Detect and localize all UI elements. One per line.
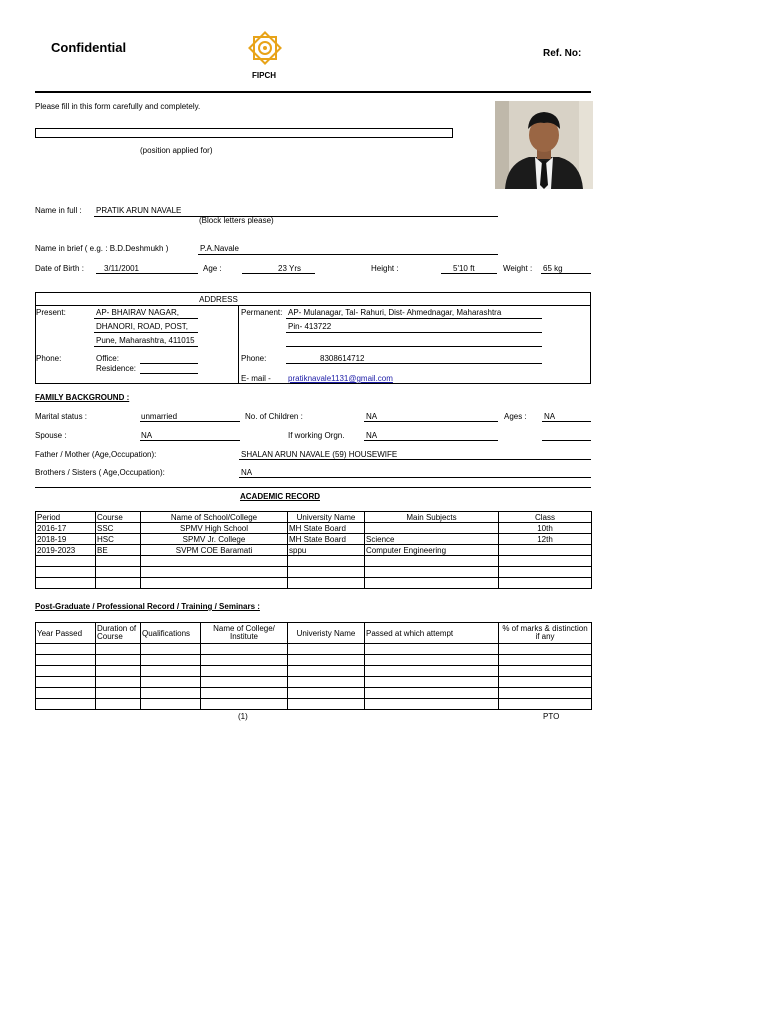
height-underline — [441, 273, 497, 274]
age-label: Age : — [203, 264, 222, 273]
phone2-value[interactable]: 8308614712 — [320, 354, 365, 363]
postgrad-header-attempt: Passed at which attempt — [365, 623, 499, 644]
table-cell[interactable] — [141, 578, 288, 589]
email-label: E- mail - — [241, 374, 271, 383]
academic-header-university: University Name — [288, 512, 365, 523]
table-cell[interactable] — [499, 545, 592, 556]
name-brief-value[interactable]: P.A.Navale — [200, 244, 239, 253]
academic-header-subjects: Main Subjects — [365, 512, 499, 523]
present-line-3-underline — [94, 346, 198, 347]
table-cell[interactable]: HSC — [96, 534, 141, 545]
siblings-underline — [239, 477, 591, 478]
ages-value[interactable]: NA — [544, 412, 556, 421]
weight-value[interactable]: 65 kg — [543, 264, 563, 273]
spouse-value[interactable]: NA — [141, 431, 153, 440]
header-divider — [35, 91, 591, 93]
permanent-line-1: AP- Mulanagar, Tal- Rahuri, Dist- Ahmednagar, Maharashtra — [288, 308, 502, 317]
table-row — [36, 534, 592, 545]
postgrad-header-year: Year Passed — [36, 623, 96, 644]
table-cell[interactable] — [96, 567, 141, 578]
table-row — [36, 644, 592, 655]
table-cell[interactable] — [499, 567, 592, 578]
table-cell[interactable] — [201, 677, 288, 688]
table-cell[interactable] — [499, 644, 592, 655]
academic-header-row — [36, 512, 592, 523]
table-cell[interactable]: 10th — [499, 523, 592, 534]
residence-label: Residence: — [96, 364, 137, 373]
table-cell[interactable] — [36, 655, 96, 666]
children-value[interactable]: NA — [366, 412, 378, 421]
age-value[interactable]: 23 Yrs — [278, 264, 301, 273]
table-cell[interactable] — [288, 644, 365, 655]
phone2-underline — [286, 363, 542, 364]
page-number: (1) — [238, 712, 248, 721]
marital-label: Marital status : — [35, 412, 88, 421]
table-row — [36, 545, 592, 556]
name-brief-underline — [198, 254, 498, 255]
table-cell[interactable] — [288, 666, 365, 677]
permanent-line-2-underline — [286, 332, 542, 333]
children-underline — [364, 421, 498, 422]
table-cell[interactable] — [201, 699, 288, 710]
table-cell[interactable]: MH State Board — [288, 523, 365, 534]
table-row — [36, 578, 592, 589]
table-cell[interactable] — [365, 523, 499, 534]
postgrad-table — [35, 622, 592, 710]
block-letters-note: (Block letters please) — [199, 216, 274, 225]
working-label: If working Orgn. — [288, 431, 345, 440]
table-cell[interactable] — [96, 699, 141, 710]
table-cell[interactable] — [36, 556, 96, 567]
table-cell[interactable]: BE — [96, 545, 141, 556]
name-brief-label: Name in brief ( e.g. : B.D.Deshmukh ) — [35, 244, 169, 253]
ages-underline — [542, 421, 591, 422]
table-cell[interactable] — [141, 567, 288, 578]
present-label: Present: — [36, 308, 66, 317]
confidential-label: Confidential — [51, 40, 127, 55]
ages-label: Ages : — [504, 412, 527, 421]
present-line-1: AP- BHAIRAV NAGAR, — [96, 308, 179, 317]
permanent-label: Permanent: — [241, 308, 283, 317]
table-cell[interactable] — [96, 677, 141, 688]
table-cell[interactable] — [141, 556, 288, 567]
academic-header-school: Name of School/College — [141, 512, 288, 523]
table-cell[interactable] — [201, 666, 288, 677]
permanent-line-1-underline — [286, 318, 542, 319]
working-underline — [364, 440, 498, 441]
table-cell[interactable] — [96, 666, 141, 677]
marital-underline — [140, 421, 240, 422]
address-title: ADDRESS — [199, 295, 238, 304]
table-row — [36, 677, 592, 688]
present-line-3: Pune, Maharashtra, 411015 — [96, 336, 195, 345]
present-line-1-underline — [94, 318, 198, 319]
academic-title: ACADEMIC RECORD — [240, 492, 320, 501]
table-cell[interactable]: SSC — [96, 523, 141, 534]
height-label: Height : — [371, 264, 399, 273]
height-value[interactable]: 5'10 ft — [453, 264, 475, 273]
siblings-label: Brothers / Sisters ( Age,Occupation): — [35, 468, 165, 477]
table-cell[interactable] — [365, 578, 499, 589]
table-row — [36, 688, 592, 699]
weight-label: Weight : — [503, 264, 533, 273]
table-cell[interactable] — [365, 644, 499, 655]
postgrad-header-row — [36, 623, 592, 644]
table-cell[interactable] — [365, 699, 499, 710]
residence-underline — [140, 373, 198, 374]
family-heading: FAMILY BACKGROUND : — [35, 393, 130, 402]
table-cell[interactable] — [96, 556, 141, 567]
parent-underline — [239, 459, 591, 460]
table-cell[interactable] — [365, 677, 499, 688]
postgrad-heading: Post-Graduate / Professional Record / Training / Seminars : — [35, 602, 260, 611]
table-row — [36, 666, 592, 677]
ref-no-label: Ref. No: — [543, 48, 582, 59]
table-cell[interactable] — [365, 666, 499, 677]
table-cell[interactable] — [36, 567, 96, 578]
table-cell[interactable]: 2019-2023 — [36, 545, 96, 556]
postgrad-header-university: Univeristy Name — [288, 623, 365, 644]
table-cell[interactable]: 2018-19 — [36, 534, 96, 545]
table-cell[interactable]: SVPM COE Baramati — [141, 545, 288, 556]
table-cell[interactable]: SPMV Jr. College — [141, 534, 288, 545]
table-cell[interactable] — [499, 688, 592, 699]
table-cell[interactable] — [36, 644, 96, 655]
position-caption: (position applied for) — [140, 146, 213, 155]
table-cell[interactable]: 2016-17 — [36, 523, 96, 534]
phone-label: Phone: — [36, 354, 62, 363]
applicant-photo — [495, 101, 593, 189]
siblings-value[interactable]: NA — [241, 468, 253, 477]
age-underline — [242, 273, 315, 274]
table-row — [36, 655, 592, 666]
table-cell[interactable] — [36, 666, 96, 677]
table-cell[interactable] — [201, 644, 288, 655]
table-cell[interactable] — [96, 655, 141, 666]
table-cell[interactable] — [96, 578, 141, 589]
spouse-underline — [140, 440, 240, 441]
permanent-line-2: Pin- 413722 — [288, 322, 332, 331]
table-cell[interactable]: MH State Board — [288, 534, 365, 545]
table-row — [36, 699, 592, 710]
phone2-label: Phone: — [241, 354, 267, 363]
office-label: Office: — [96, 354, 119, 363]
present-line-2: DHANORI, ROAD, POST, — [96, 322, 189, 331]
table-cell[interactable] — [201, 688, 288, 699]
working-value[interactable]: NA — [366, 431, 378, 440]
name-full-value[interactable]: PRATIK ARUN NAVALE — [96, 206, 182, 215]
table-row — [36, 523, 592, 534]
table-row — [36, 556, 592, 567]
table-cell[interactable] — [499, 556, 592, 567]
table-cell[interactable] — [141, 688, 201, 699]
postgrad-header-duration: Duration of Course — [96, 623, 141, 644]
parent-label: Father / Mother (Age,Occupation): — [35, 450, 157, 459]
table-cell[interactable] — [201, 655, 288, 666]
table-cell[interactable] — [141, 655, 201, 666]
table-cell[interactable] — [288, 567, 365, 578]
table-cell[interactable]: SPMV High School — [141, 523, 288, 534]
table-cell[interactable] — [36, 578, 96, 589]
table-cell[interactable] — [499, 666, 592, 677]
email-link[interactable]: pratiknavale1131@gmail.com — [288, 374, 393, 383]
table-cell[interactable] — [499, 578, 592, 589]
permanent-line-3-underline — [286, 346, 542, 347]
table-cell[interactable] — [288, 578, 365, 589]
pto-label: PTO — [543, 712, 560, 721]
name-full-label: Name in full : — [35, 206, 82, 215]
spouse-label: Spouse : — [35, 431, 67, 440]
table-cell[interactable] — [365, 556, 499, 567]
children-label: No. of Children : — [245, 412, 303, 421]
table-cell[interactable] — [36, 677, 96, 688]
fipch-logo-icon — [245, 30, 285, 66]
table-cell[interactable] — [365, 567, 499, 578]
postgrad-header-qualifications: Qualifications — [141, 623, 201, 644]
table-cell[interactable] — [288, 688, 365, 699]
dob-underline — [96, 273, 198, 274]
office-underline — [140, 363, 198, 364]
postgrad-header-marks: % of marks & distinction if any — [499, 623, 592, 644]
table-cell[interactable] — [288, 556, 365, 567]
table-cell[interactable] — [141, 644, 201, 655]
table-cell[interactable] — [141, 677, 201, 688]
table-cell[interactable]: 12th — [499, 534, 592, 545]
table-cell[interactable] — [499, 677, 592, 688]
table-cell[interactable] — [96, 644, 141, 655]
table-cell[interactable] — [141, 699, 201, 710]
postgrad-header-college: Name of College/ Institute — [201, 623, 288, 644]
table-cell[interactable] — [288, 677, 365, 688]
table-cell[interactable] — [499, 699, 592, 710]
table-cell[interactable] — [499, 655, 592, 666]
parent-value[interactable]: SHALAN ARUN NAVALE (59) HOUSEWIFE — [241, 450, 398, 459]
section-divider — [35, 487, 591, 488]
table-cell[interactable] — [365, 655, 499, 666]
academic-header-class: Class — [499, 512, 592, 523]
weight-underline — [541, 273, 591, 274]
academic-header-period: Period — [36, 512, 96, 523]
table-cell[interactable]: Science — [365, 534, 499, 545]
table-cell[interactable] — [288, 655, 365, 666]
table-cell[interactable] — [141, 666, 201, 677]
address-vertical-divider — [238, 305, 239, 384]
table-cell[interactable] — [288, 699, 365, 710]
table-cell[interactable] — [36, 699, 96, 710]
logo-text: FIPCH — [252, 71, 276, 80]
table-cell[interactable]: Computer Engineering — [365, 545, 499, 556]
dob-value[interactable]: 3/11/2001 — [104, 264, 139, 273]
dob-label: Date of Birth : — [35, 264, 84, 273]
table-row — [36, 567, 592, 578]
academic-table — [35, 511, 592, 589]
present-line-2-underline — [94, 332, 198, 333]
table-cell[interactable] — [36, 688, 96, 699]
form-instruction: Please fill in this form carefully and completely. — [35, 102, 201, 111]
address-title-divider — [35, 305, 591, 306]
table-cell[interactable] — [365, 688, 499, 699]
academic-header-course: Course — [96, 512, 141, 523]
table-cell[interactable]: sppu — [288, 545, 365, 556]
name-full-underline — [94, 216, 498, 217]
marital-value[interactable]: unmarried — [141, 412, 178, 421]
table-cell[interactable] — [96, 688, 141, 699]
extra-underline — [542, 440, 591, 441]
position-applied-field[interactable] — [35, 128, 453, 138]
